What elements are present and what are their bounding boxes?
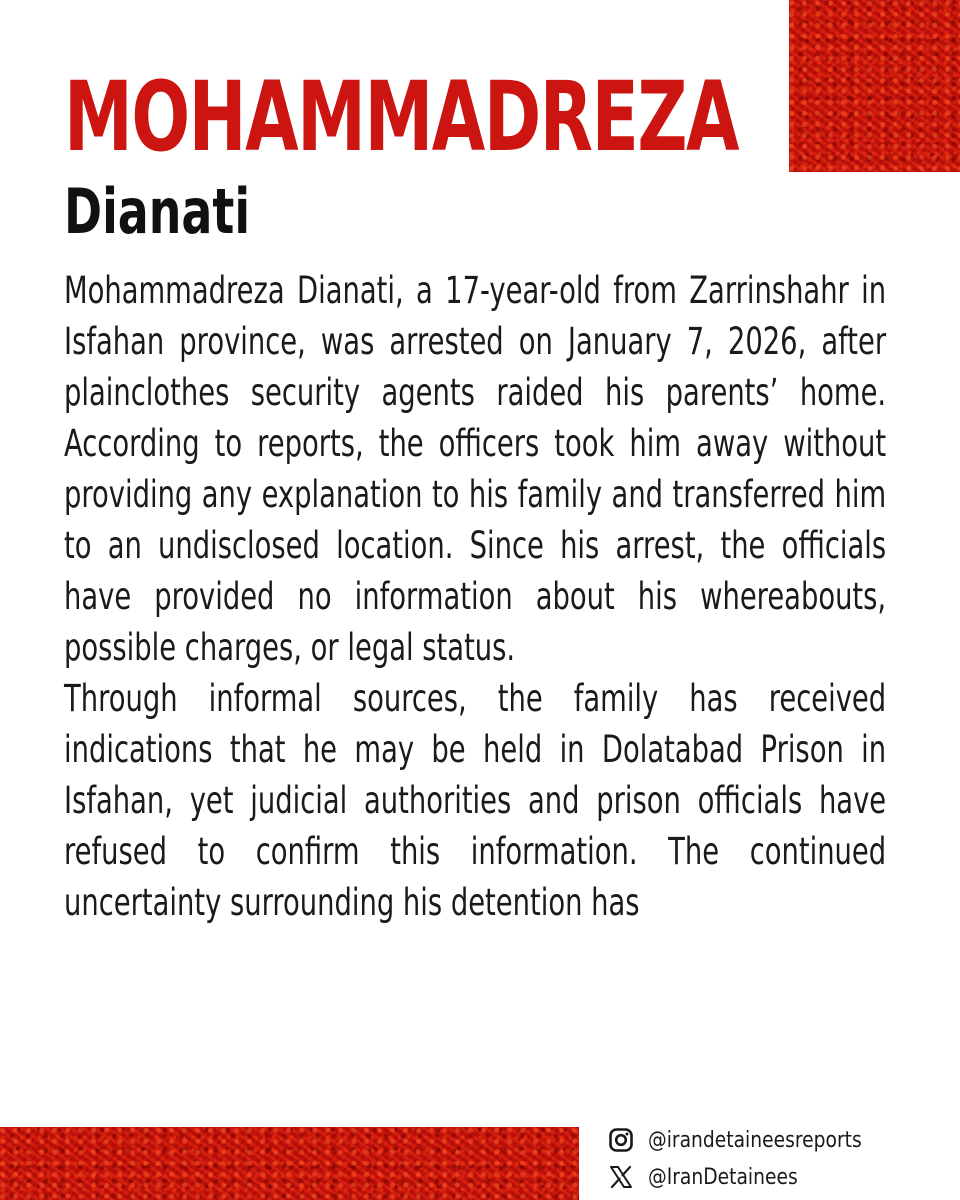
name-first: MOHAMMADREZA	[64, 61, 739, 173]
instagram-link[interactable]	[608, 1125, 928, 1155]
x-handle[interactable]: @IranDetainees	[648, 1164, 798, 1190]
instagram-handle[interactable]: @irandetaineesreports	[648, 1127, 862, 1153]
x-icon	[608, 1164, 634, 1190]
name-last: Dianati	[64, 175, 251, 248]
story-paragraph-2: Through informal sources, the family has received indications that he may be held in Dolatabad Prison in Isfahan, yet judicial authorities and prison officials have refused to confirm this information. The continued uncertainty surrounding his detention has	[64, 677, 887, 924]
instagram-icon	[608, 1127, 634, 1153]
red-texture-footer	[0, 1127, 579, 1200]
story-body	[64, 265, 886, 928]
x-link[interactable]	[608, 1162, 928, 1192]
story-paragraph-1: Mohammadreza Dianati, a 17-year-old from Zarrinshahr in Isfahan province, was arrested on January 7, 2026, after plainclothes security agents raided his parents’ home. According to reports, the officers took him away without providing any explanation to his family and transferred him to an undisclosed location. Since his arrest, the officials have provided no information about his whereabouts, possible charges, or legal status.	[64, 269, 887, 669]
red-texture-corner	[789, 0, 960, 172]
